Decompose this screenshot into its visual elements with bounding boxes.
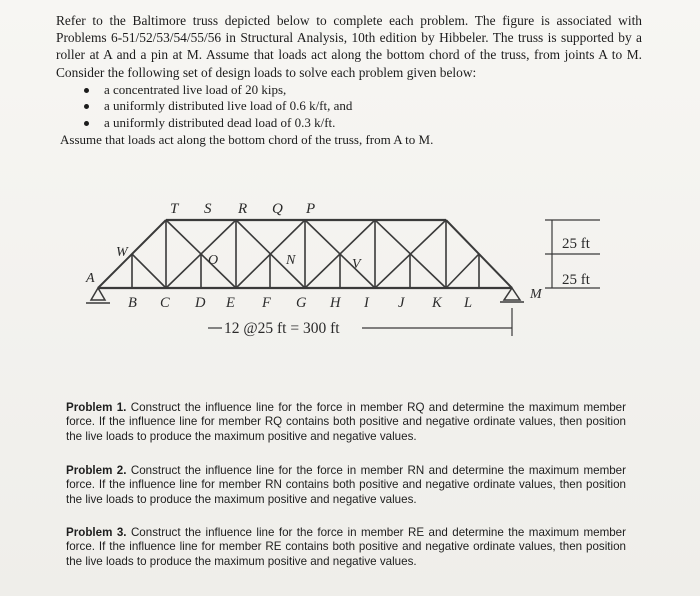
joint-label-a: A xyxy=(86,271,95,286)
height-upper-label: 25 ft xyxy=(562,236,590,252)
joint-label-w: W xyxy=(116,245,128,260)
height-lower-label: 25 ft xyxy=(562,272,590,288)
joint-label-g: G xyxy=(296,295,307,311)
joint-label-m: M xyxy=(530,287,542,302)
bottom-joint-labels xyxy=(128,295,472,311)
joint-label-n: N xyxy=(286,253,296,268)
joint-label-t: T xyxy=(170,201,179,217)
design-load-list xyxy=(56,82,642,132)
joint-label-j: J xyxy=(398,295,405,311)
joint-label-p: P xyxy=(306,201,316,217)
joint-label-e: E xyxy=(226,295,235,311)
bullet-item: a uniformly distributed dead load of 0.3 k/ft. xyxy=(84,115,642,132)
joint-label-s: S xyxy=(204,201,212,217)
truss-members xyxy=(98,220,512,288)
interior-joint-labels xyxy=(85,245,543,302)
baltimore-truss-figure xyxy=(0,160,700,370)
problem-text: Construct the influence line for the force in member RQ and determine the maximum member force. If the influence line for member RQ contains both positive and negative ordinate values, then position the live loads to produce the maximum positive and negative values. xyxy=(66,401,626,443)
problem-1 xyxy=(66,401,626,444)
joint-label-k: K xyxy=(432,295,442,311)
joint-label-q: Q xyxy=(272,201,284,217)
intro-paragraph: Refer to the Baltimore truss depicted below to complete each problem. The figure is associated with Problems 6-51/52/53/54/55/56 in Structural Analysis, 10th edition by Hibbeler. The truss is supported by a roller at A and a pin at M. Assume that loads act along the bottom chord of the truss, from joints A to M. Consider the following set of design loads to solve each problem given below: xyxy=(56,13,642,80)
problem-2 xyxy=(66,464,626,507)
problem-text: Construct the influence line for the force in member RN and determine the maximum member force. If the influence line for member RN contains both positive and negative ordinate values, then position the live loads to produce the maximum positive and negative values. xyxy=(66,464,626,506)
assumption-text: Assume that loads act along the bottom chord of the truss, from A to M. xyxy=(60,132,434,148)
problem-3 xyxy=(66,526,626,569)
roller-support-a xyxy=(86,288,110,303)
top-joint-labels xyxy=(170,201,316,217)
span-label: 12 @25 ft = 300 ft xyxy=(224,320,340,337)
problem-title: Problem 3. xyxy=(66,526,127,539)
joint-label-h: H xyxy=(330,295,341,311)
bullet-dot-icon xyxy=(84,121,89,126)
bullet-item: a concentrated live load of 20 kips, xyxy=(84,82,642,99)
bullet-dot-icon xyxy=(84,88,89,93)
bullet-item: a uniformly distributed live load of 0.6 k/ft, and xyxy=(84,98,642,115)
bullet-dot-icon xyxy=(84,104,89,109)
joint-label-f: F xyxy=(262,295,271,311)
joint-label-o: O xyxy=(208,253,219,268)
joint-label-r: R xyxy=(238,201,248,217)
problem-title: Problem 2. xyxy=(66,464,127,477)
joint-label-b: B xyxy=(128,295,137,311)
joint-label-c: C xyxy=(160,295,170,311)
pin-support-m xyxy=(500,288,524,302)
intro-section xyxy=(56,12,642,149)
joint-label-v: V xyxy=(352,257,361,272)
joint-label-l: L xyxy=(464,295,473,311)
problem-text: Construct the influence line for the force in member RE and determine the maximum member force. If the influence line for member RE contains both positive and negative ordinate values, then position the live loads to produce the maximum positive and negative values. xyxy=(66,526,626,568)
joint-label-d: D xyxy=(195,295,206,311)
joint-label-i: I xyxy=(364,295,369,311)
problem-title: Problem 1. xyxy=(66,401,127,414)
